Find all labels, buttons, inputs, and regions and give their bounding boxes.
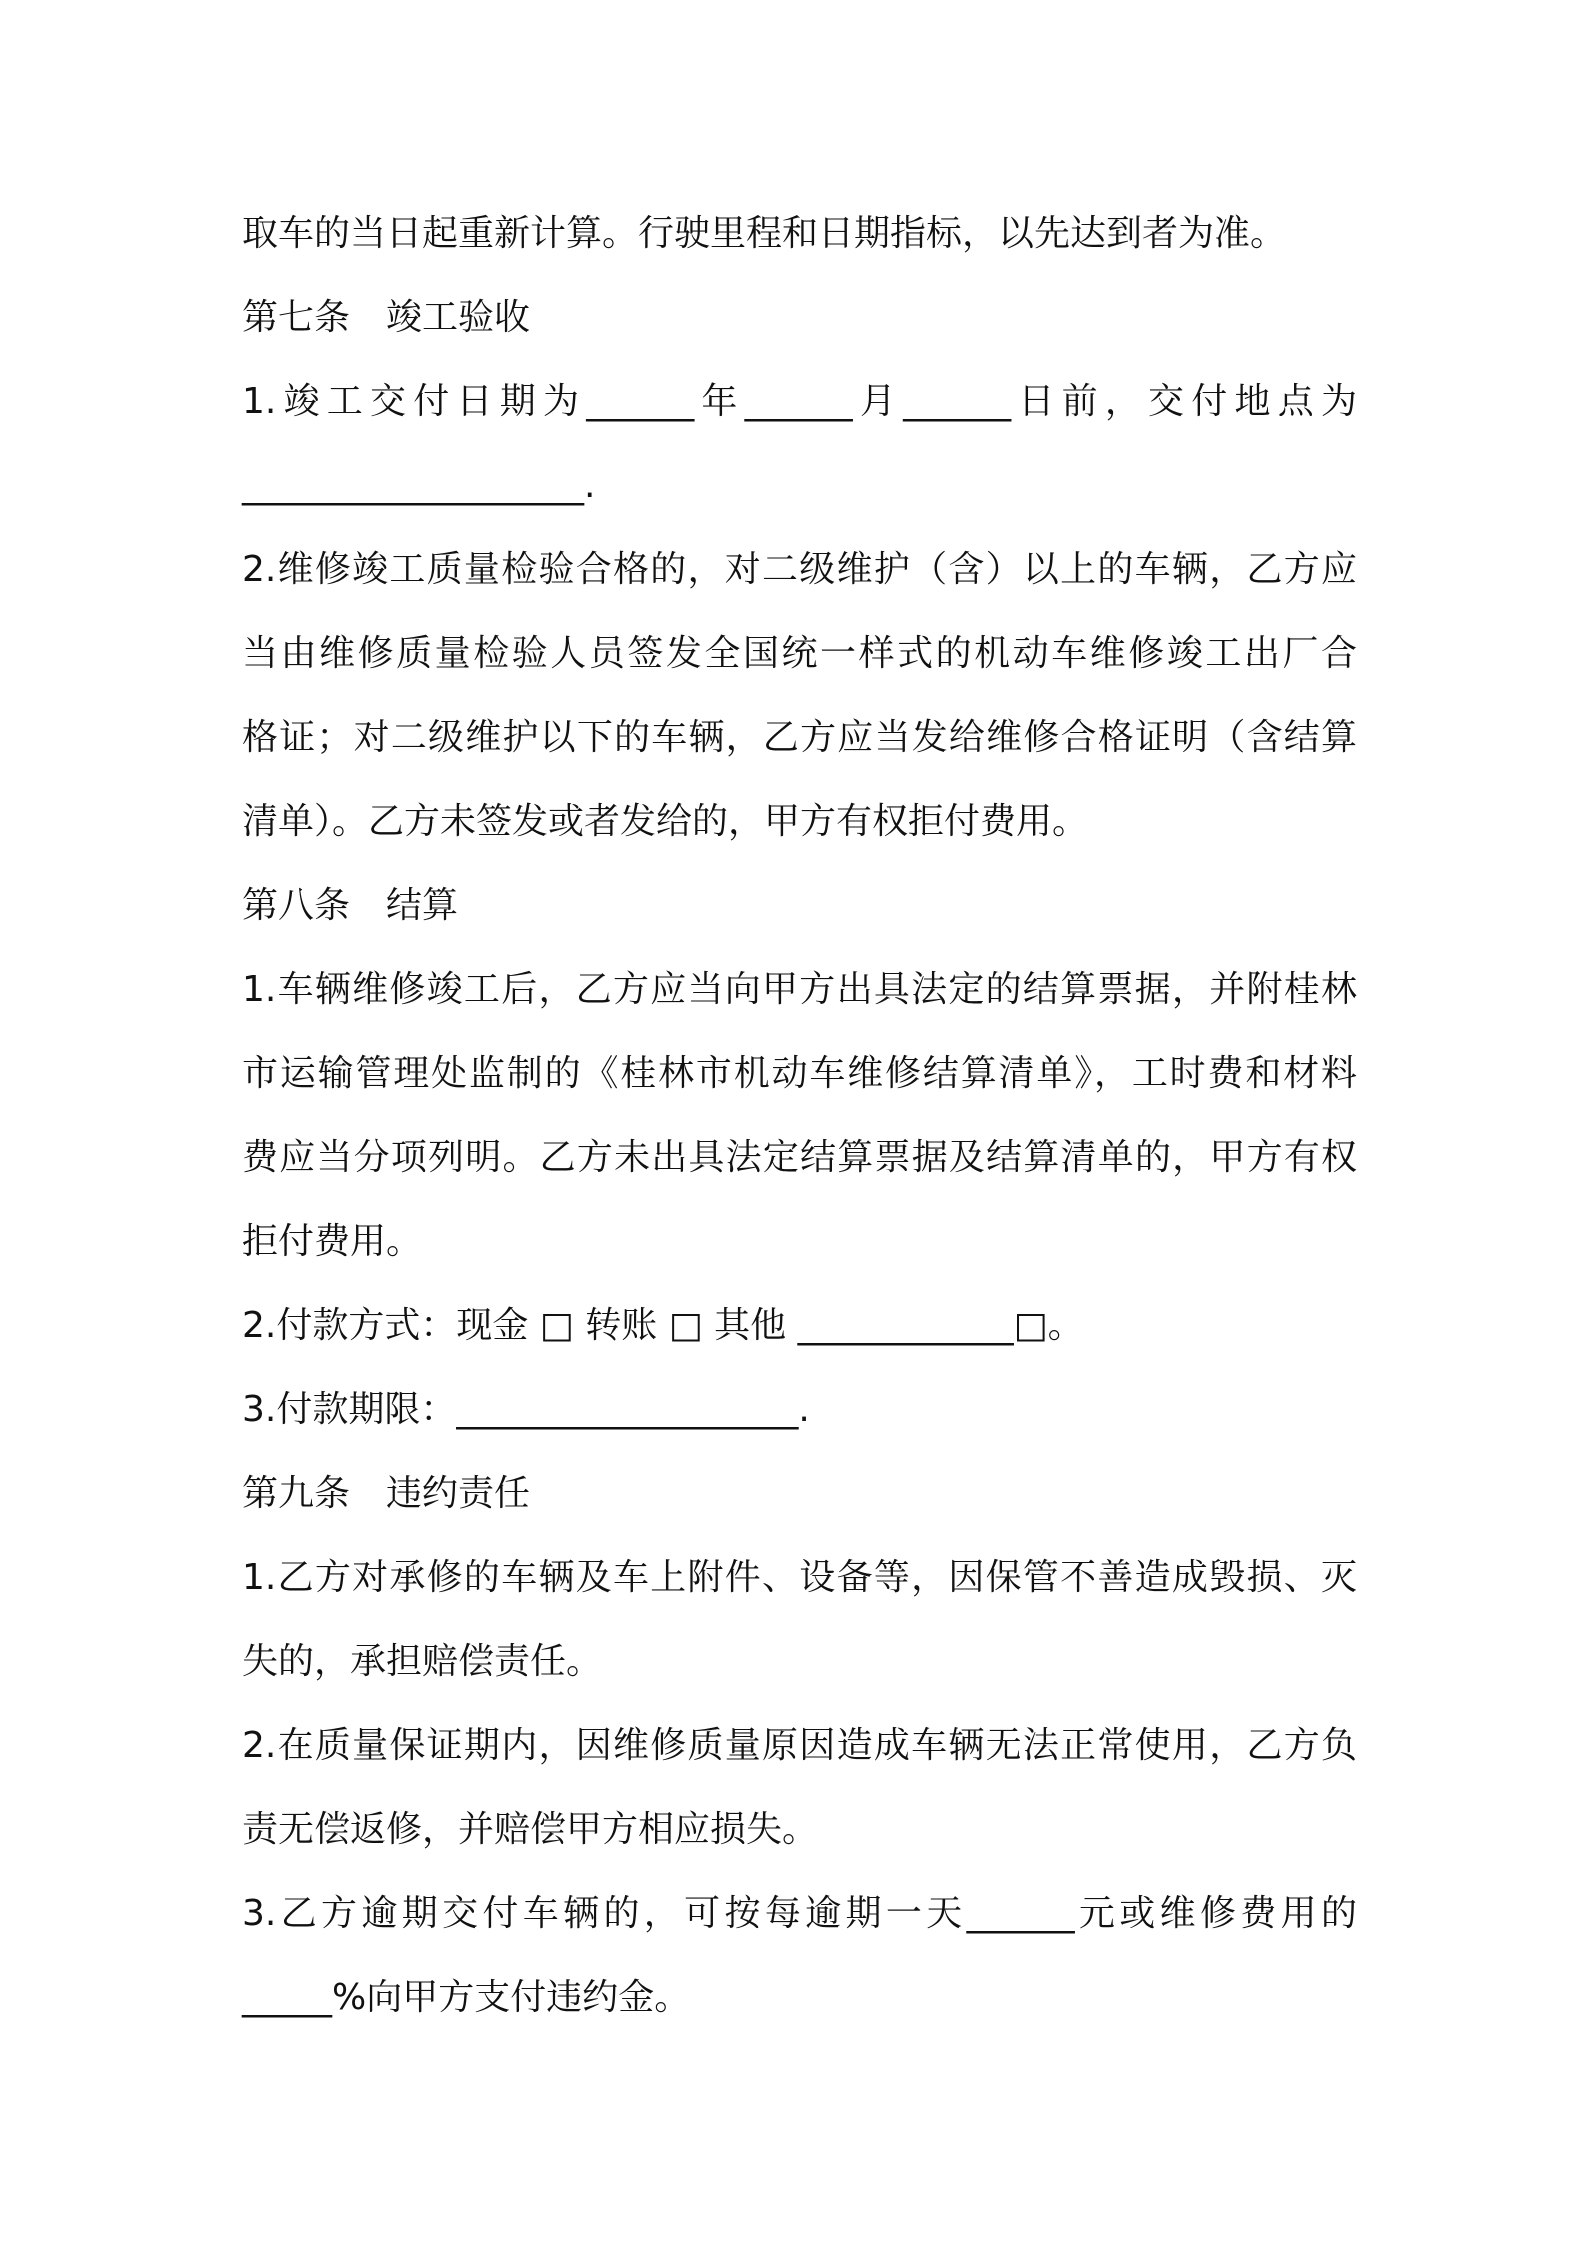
text-line: 费应当分项列明。乙方未出具法定结算票据及结算清单的，甲方有权 <box>242 1137 1357 1178</box>
text-line: _____%向甲方支付违约金。 <box>242 1977 691 2018</box>
text-line: 拒付费用。 <box>242 1221 423 1262</box>
document-body <box>242 192 1357 2040</box>
text-line: 当由维修质量检验人员签发全国统一样式的机动车维修竣工出厂合 <box>242 633 1357 674</box>
text-line: 3.乙方逾期交付车辆的，可按每逾期一天______元或维修费用的 <box>242 1893 1357 1934</box>
text-line: 2.付款方式：现金 □ 转账 □ 其他 ____________□。 <box>242 1305 1084 1346</box>
text-line: 1.乙方对承修的车辆及车上附件、设备等，因保管不善造成毁损、灭 <box>242 1557 1357 1598</box>
text-line: 格证；对二级维护以下的车辆，乙方应当发给维修合格证明（含结算 <box>242 717 1357 758</box>
section-heading: 第八条 结算 <box>242 885 459 926</box>
text-line: 2.在质量保证期内，因维修质量原因造成车辆无法正常使用，乙方负 <box>242 1725 1357 1766</box>
text-line: 市运输管理处监制的《桂林市机动车维修结算清单》，工时费和材料 <box>242 1053 1357 1094</box>
section-heading: 第九条 违约责任 <box>242 1473 531 1514</box>
text-line: 1.车辆维修竣工后，乙方应当向甲方出具法定的结算票据，并附桂林 <box>242 969 1357 1010</box>
text-line: ___________________. <box>242 465 596 506</box>
text-line: 责无偿返修，并赔偿甲方相应损失。 <box>242 1809 819 1850</box>
text-line: 1.竣工交付日期为______年______月______日前，交付地点为 <box>242 381 1357 422</box>
section-heading: 第七条 竣工验收 <box>242 297 531 338</box>
text-line: 3.付款期限：___________________. <box>242 1389 810 1430</box>
text-line: 失的，承担赔偿责任。 <box>242 1641 603 1682</box>
text-line: 2.维修竣工质量检验合格的，对二级维护（含）以上的车辆，乙方应 <box>242 549 1357 590</box>
text-line: 清单）。乙方未签发或者发给的，甲方有权拒付费用。 <box>242 801 1089 842</box>
text-line: 取车的当日起重新计算。行驶里程和日期指标，以先达到者为准。 <box>242 213 1287 254</box>
